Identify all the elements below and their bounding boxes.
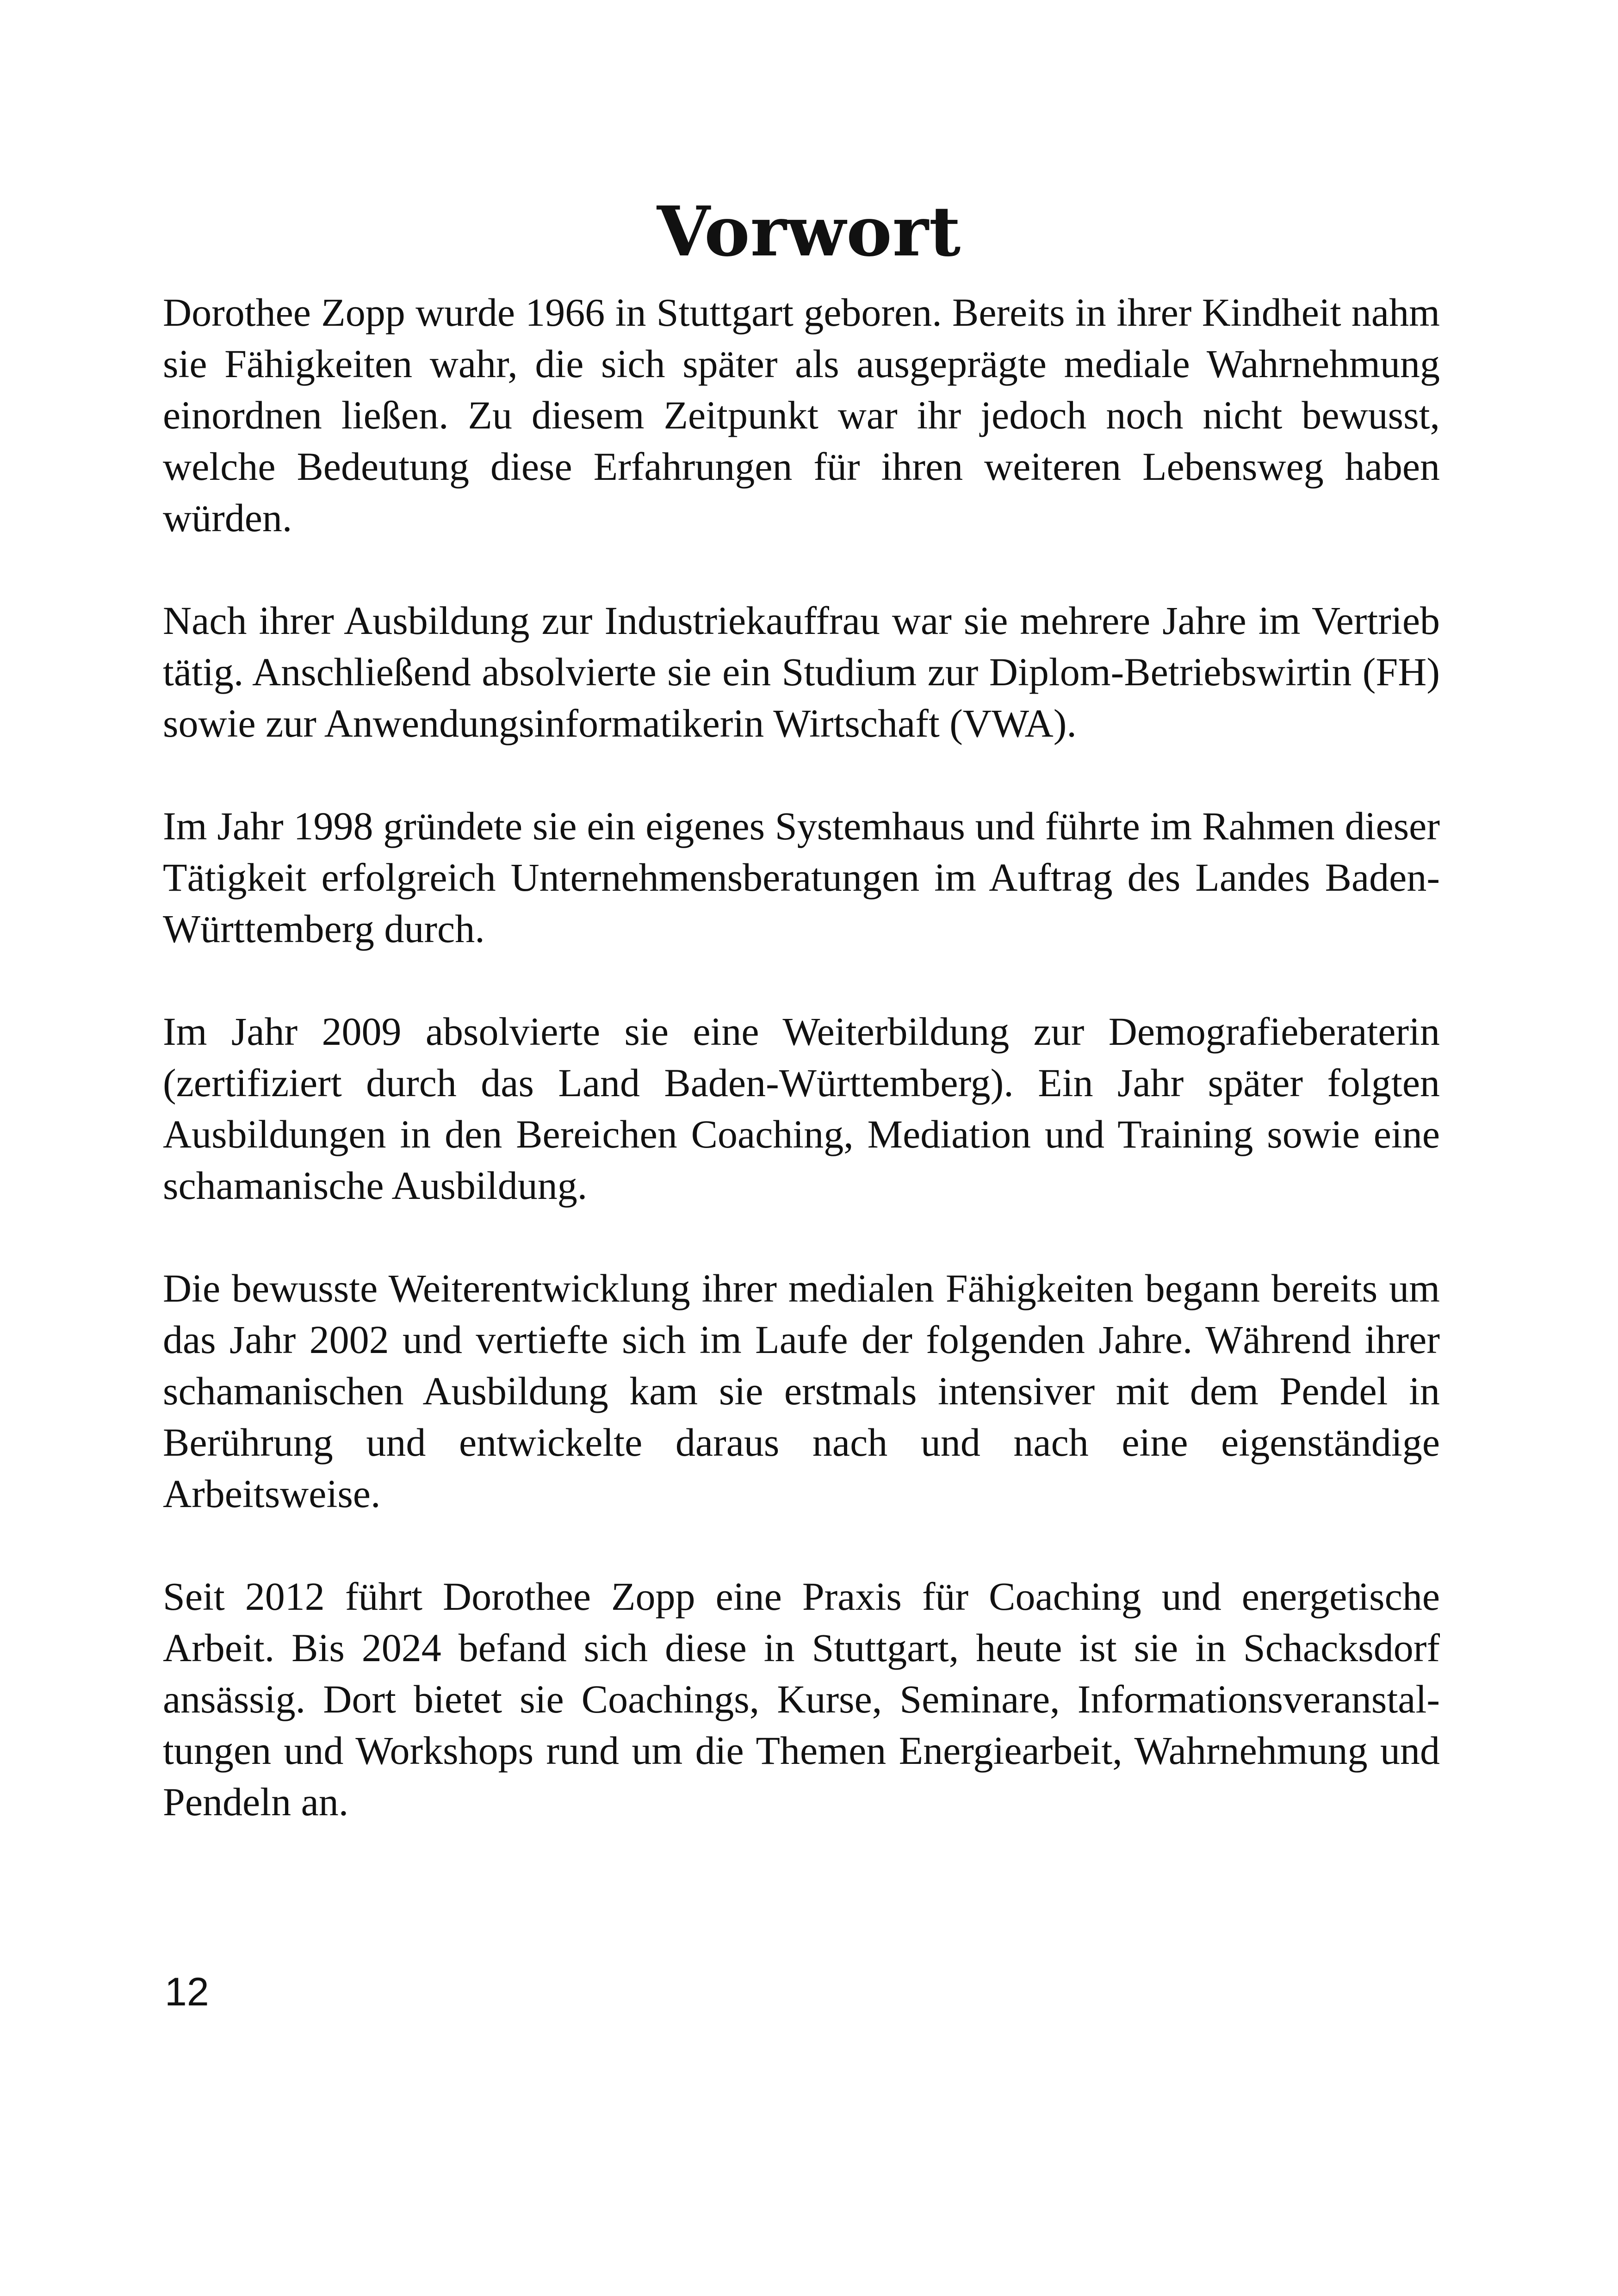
- page-number: 12: [165, 1970, 209, 2014]
- paragraph-biography-intro: Dorothee Zopp wurde 1966 in Stuttgart geboren. Bereits in ihrer Kindheit nahm sie Fähigkeiten wahr, die sich später als ausgeprägte mediale Wahrnehmung einordnen ließen. Zu diesem Zeitpunkt war ihr jedoch noch nicht bewusst, welche Bedeutung diese Erfahrungen für ihren weiteren Lebensweg haben würden.: [163, 290, 1440, 540]
- page-title: Vorwort: [657, 191, 961, 272]
- body-text: [163, 287, 1440, 1879]
- paragraph-education: Nach ihrer Ausbildung zur Industriekauffrau war sie mehrere Jahre im Vertrieb tätig. Anschließend absolvierte sie ein Studium zur Diplom-Betriebswirtin (FH) sowie zur Anwendungsinformatikerin Wirtschaft (VWA).: [163, 598, 1440, 745]
- paragraph-practice: Seit 2012 führt Dorothee Zopp eine Praxis für Coaching und energetische Arbeit. Bis 2024 befand sich diese in Stuttgart, heute ist sie in Schacksdorf ansässig. Dort bietet sie Coachings, Kurse, Seminare, Informationsveranstaltungen und Workshops rund um die Themen Energiearbeit, Wahrnehmung und Pendeln an.: [163, 1574, 1440, 1824]
- paragraph-systemhaus: Im Jahr 1998 gründete sie ein eigenes Systemhaus und führte im Rahmen dieser Tätigkeit erfolgreich Unternehmensberatungen im Auftrag des Landes Baden-Württemberg durch.: [163, 804, 1440, 951]
- paragraph-further-training: Im Jahr 2009 absolvierte sie eine Weiterbildung zur Demografieberaterin (zertifiziert durch das Land Baden-Württemberg). Ein Jahr später folgten Ausbildungen in den Bereichen Coaching, Mediation und Training sowie eine schamanische Ausbildung.: [163, 1009, 1440, 1208]
- paragraph-medial-abilities: Die bewusste Weiterentwicklung ihrer medialen Fähigkeiten begann bereits um das Jahr 2002 und vertiefte sich im Laufe der folgenden Jahre. Während ihrer schamanischen Ausbildung kam sie erstmals intensiver mit dem Pendel in Berührung und entwickelte daraus nach und nach eine eigenständige Arbeitsweise.: [163, 1266, 1440, 1516]
